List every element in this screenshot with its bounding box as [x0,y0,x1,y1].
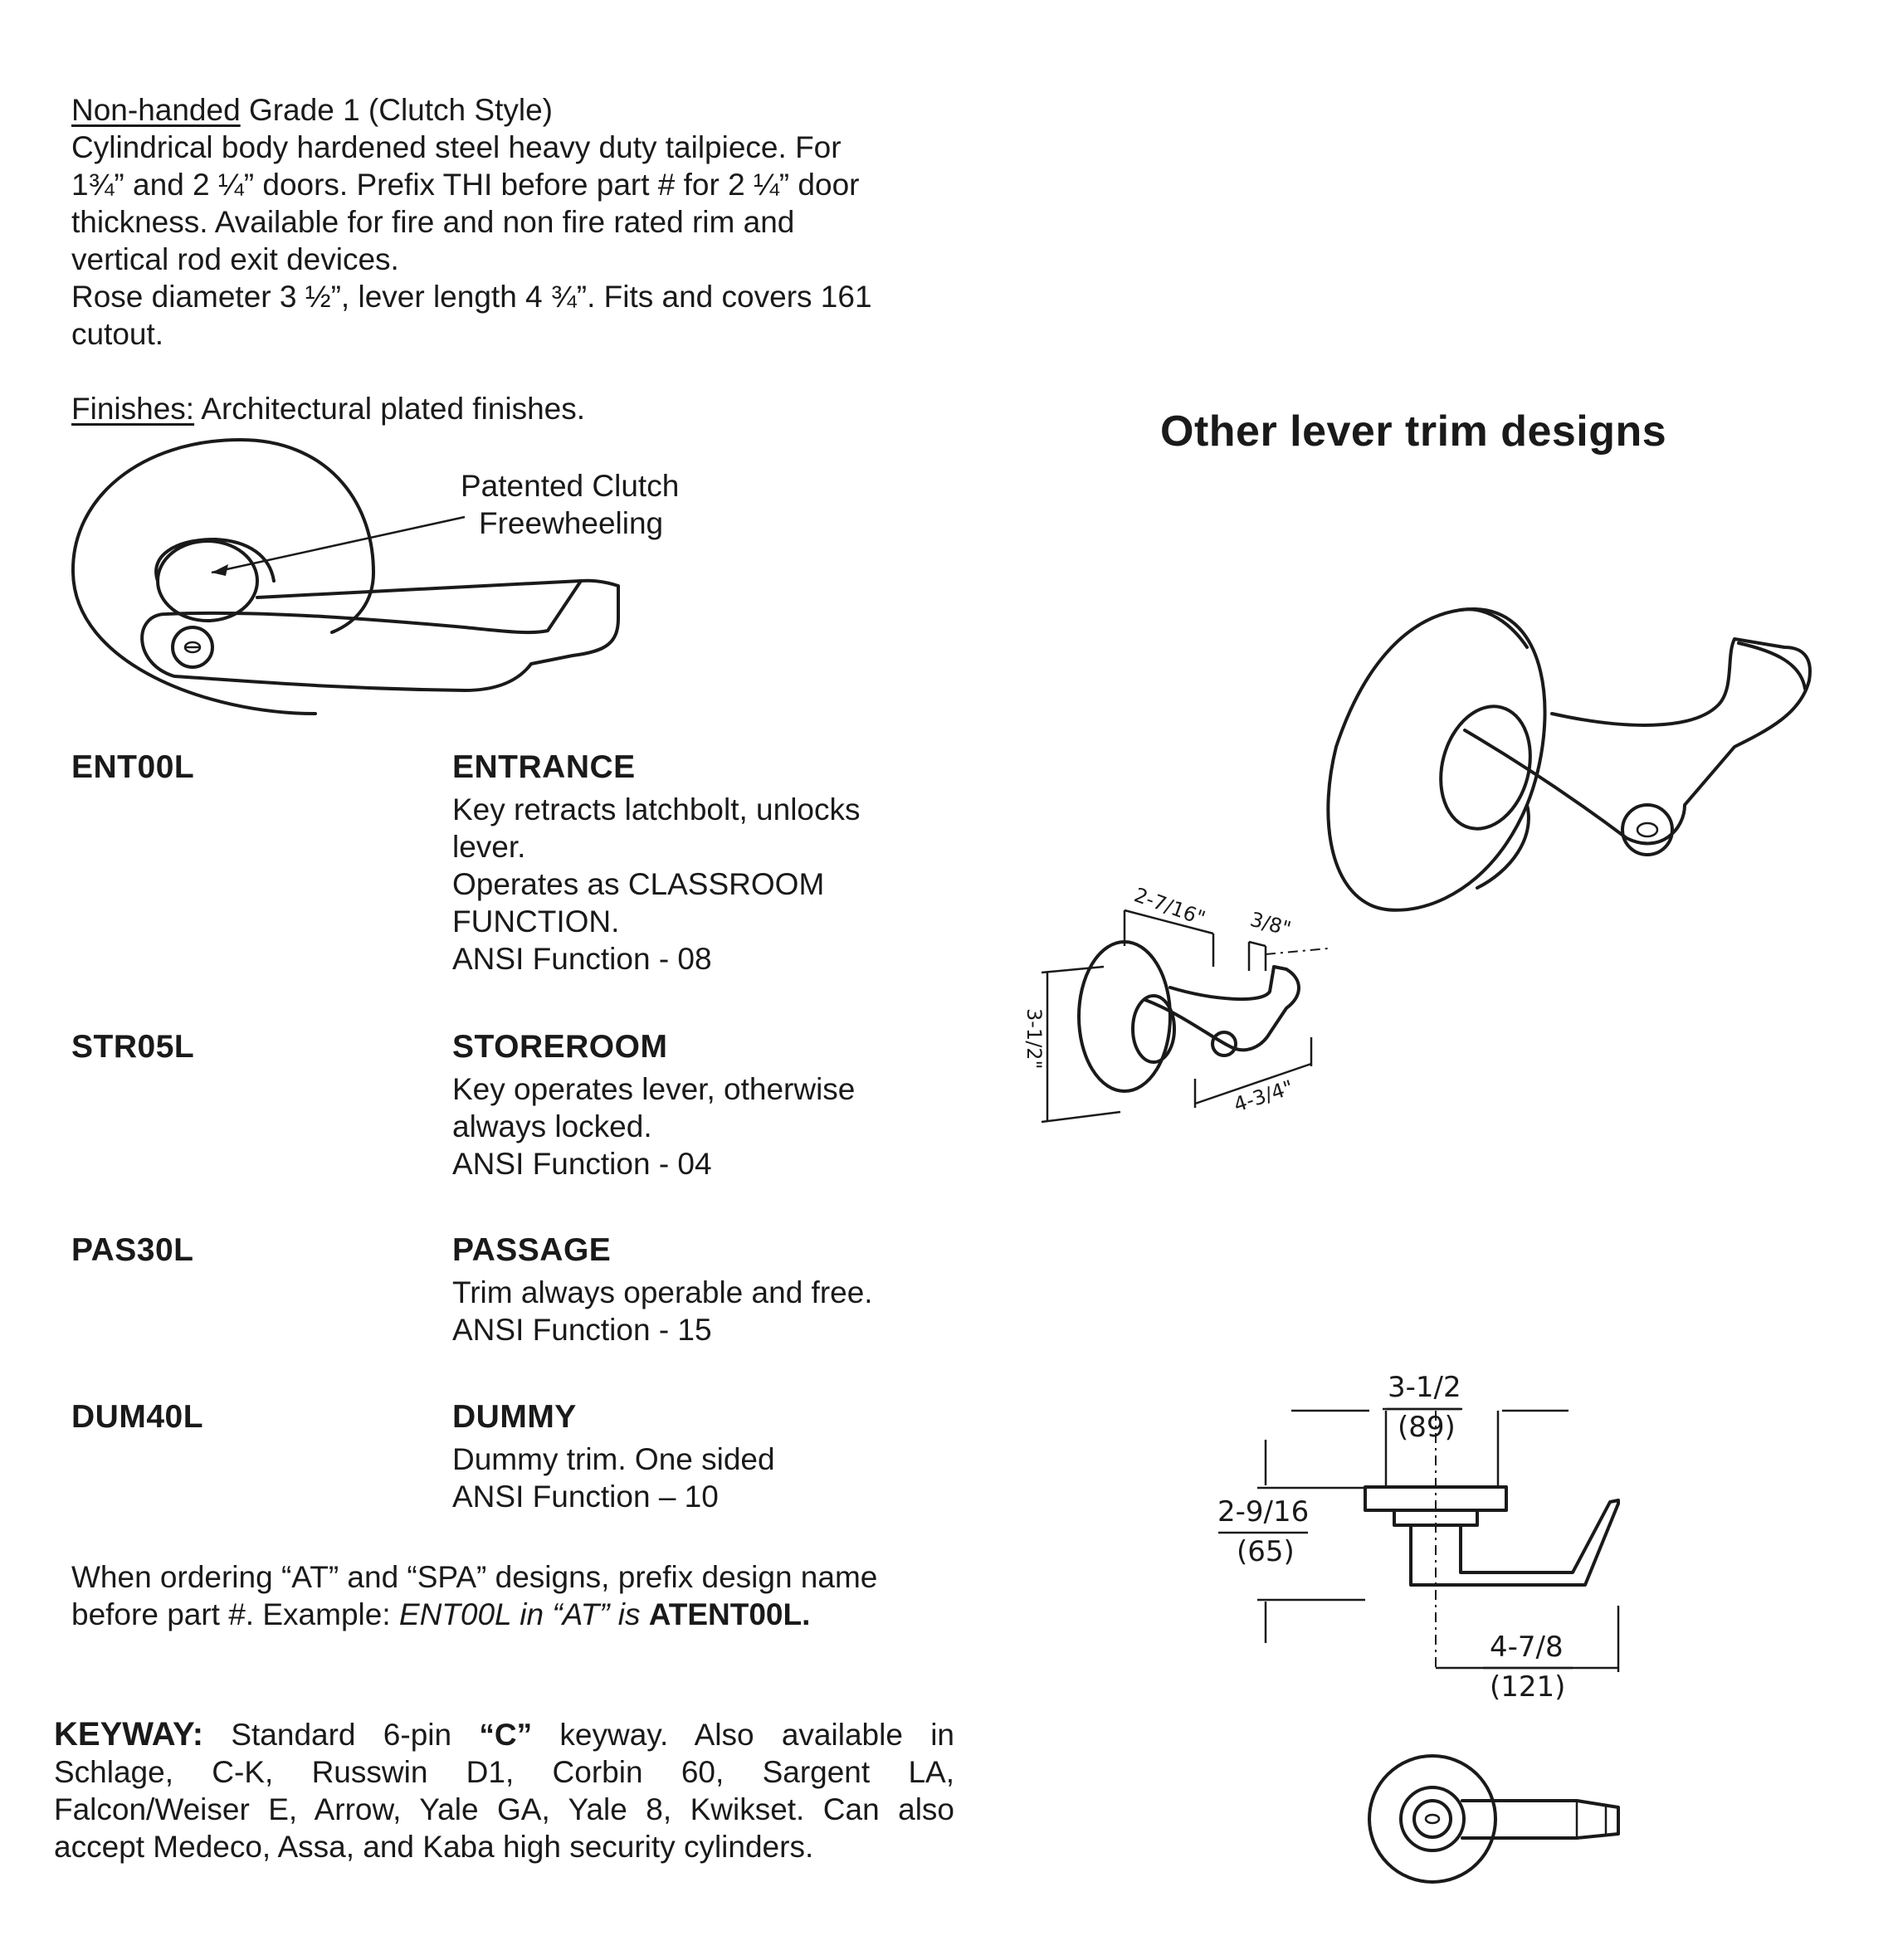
function-desc-line: Trim always operable and free. [452,1275,873,1309]
dim-rose-inch: 3-1/2 [1388,1371,1461,1404]
function-code-ent00l: ENT00L [71,749,195,785]
ordering-line-1: When ordering “AT” and “SPA” designs, prefix design name [71,1560,878,1594]
intro-line-3: 1¾” and 2 ¼” doors. Prefix THI before part # for 2 ¼” door [71,168,860,202]
function-desc-line: Key retracts latchbolt, unlocks [452,792,861,826]
function-desc-line: ANSI Function – 10 [452,1480,719,1514]
dim-label-3-1-2: 3-1/2" [1022,1008,1046,1070]
function-desc-line: ANSI Function - 04 [452,1147,712,1181]
function-desc-line: ANSI Function - 08 [452,942,712,976]
function-name-entrance: ENTRANCE [452,749,636,785]
function-name-dummy: DUMMY [452,1399,577,1435]
function-desc-line: FUNCTION. [452,904,620,939]
finishes-text: Architectural plated finishes. [194,392,586,426]
finishes-label: Finishes: [71,392,195,426]
keyway-line-4: accept Medeco, Assa, and Kaba high security cylinders. [54,1830,814,1864]
function-code-dum40l: DUM40L [71,1399,204,1435]
tech-front-view-drawing [1369,1756,1618,1882]
keyway-line-1 [54,1716,954,1753]
function-name-passage: PASSAGE [452,1232,612,1268]
dim-projection-mm: (65) [1237,1535,1295,1568]
ordering-line-2 [71,1596,810,1633]
main-lever-drawing [73,440,618,714]
keyway-label: KEYWAY: [54,1716,204,1753]
function-desc-line: Operates as CLASSROOM [452,867,825,901]
function-code-str05l: STR05L [71,1029,195,1065]
dim-rose-mm: (89) [1398,1411,1456,1444]
keyway-text-a: Standard 6-pin [203,1718,480,1752]
dim-label-3-8: 3/8" [1247,907,1294,941]
ordering-example-text: ENT00L in “AT” is [398,1597,649,1631]
other-designs-heading: Other lever trim designs [1160,407,1667,456]
intro-line-4: thickness. Available for fire and non fire rated rim and [71,205,795,239]
function-name-storeroom: STOREROOM [452,1029,668,1065]
function-desc-line: Dummy trim. One sided [452,1442,775,1476]
dim-label-2-7-16: 2-7/16" [1130,883,1209,931]
keyway-line-2: Schlage, C-K, Russwin D1, Corbin 60, Sargent LA, [54,1755,954,1789]
intro-line-6: Rose diameter 3 ½”, lever length 4 ¾”. Fits and covers 161 [71,280,872,314]
ordering-prefix-text: before part #. Example: [71,1597,399,1631]
callout-line-1: Patented Clutch [461,469,680,503]
dim-label-4-3-4: 4-3/4" [1231,1075,1296,1117]
non-handed-label: Non-handed [71,93,241,127]
callout-line-2: Freewheeling [479,506,664,540]
dim-projection-inch: 2-9/16 [1217,1495,1310,1529]
intro-line-7: cutout. [71,317,164,351]
function-code-pas30l: PAS30L [71,1232,194,1268]
keyway-c-label: “C” [479,1718,533,1752]
function-desc-line: lever. [452,830,526,864]
keyway-line-3: Falcon/Weiser E, Arrow, Yale GA, Yale 8, Kwikset. Can also [54,1792,954,1826]
dim-lever-mm: (121) [1490,1670,1566,1704]
ordering-example-result: ATENT00L. [648,1597,811,1631]
intro-line-5: vertical rod exit devices. [71,242,399,276]
keyway-text-c: keyway. Also available in [532,1718,954,1752]
grade-text: Grade 1 (Clutch Style) [240,93,553,127]
alt-lever-large-drawing [1328,609,1810,910]
alt-lever-small-drawing [1022,883,1328,1122]
function-desc-line: Key operates lever, otherwise [452,1072,856,1106]
intro-line-2: Cylindrical body hardened steel heavy duty tailpiece. For [71,130,842,164]
function-desc-line: ANSI Function - 15 [452,1313,712,1347]
function-desc-line: always locked. [452,1109,652,1143]
dim-lever-inch: 4-7/8 [1490,1631,1564,1664]
